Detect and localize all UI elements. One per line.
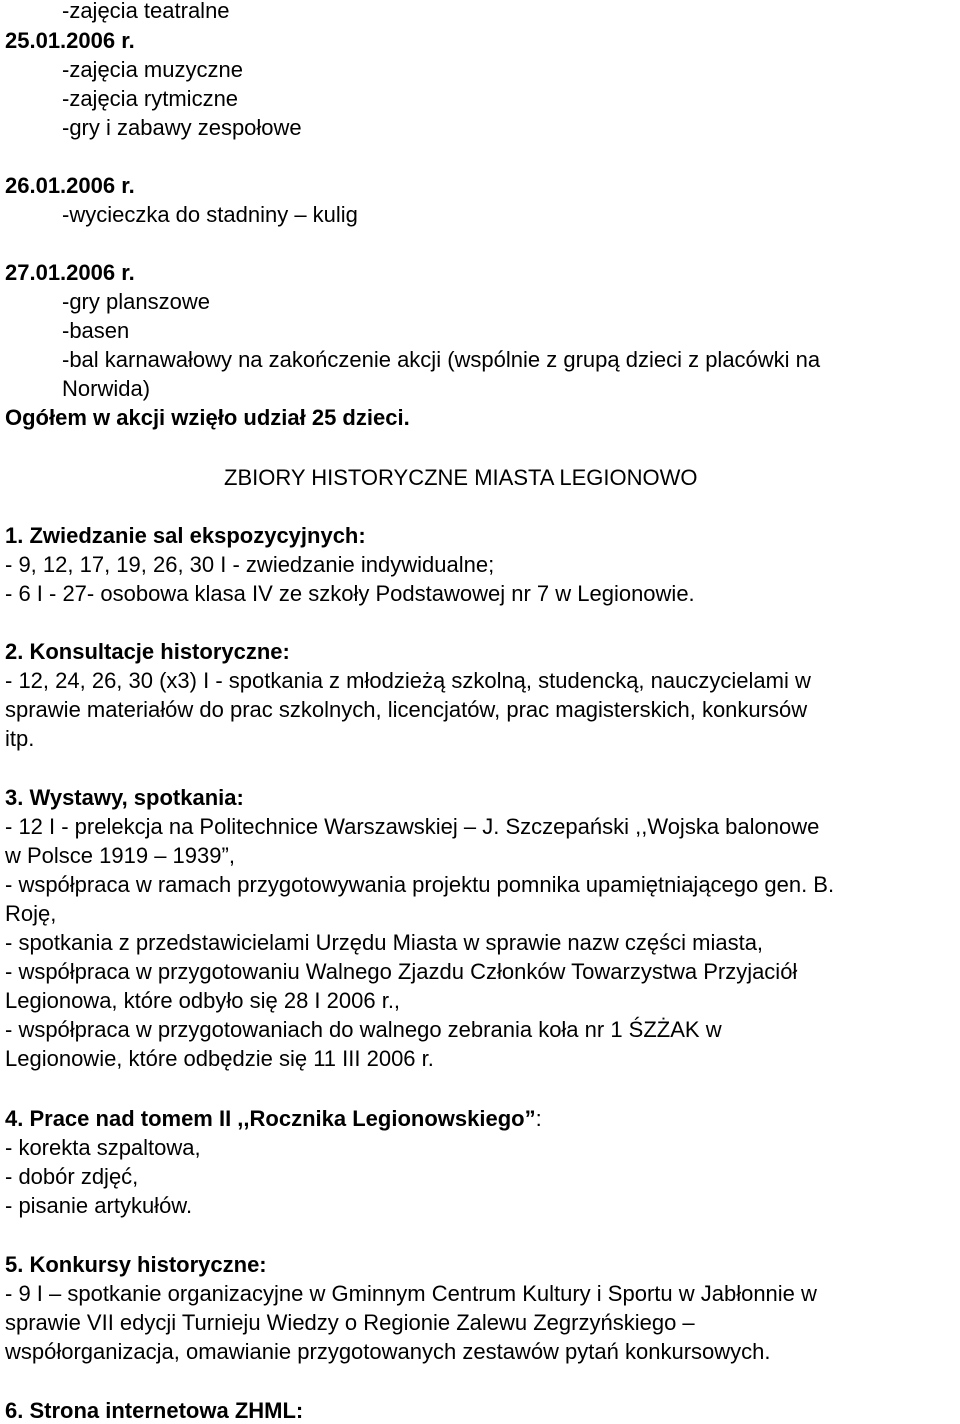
activity-line: Norwida) [62,376,151,401]
date-heading: 25.01.2006 r. [5,28,135,53]
text-line: w Polsce 1919 – 1939”, [5,843,235,868]
section-4-title: 4. Prace nad tomem II ,,Rocznika Legionowskiego” [5,1106,536,1131]
text-line: - korekta szpaltowa, [5,1135,201,1160]
section-6-title: 6. Strona internetowa ZHML: [5,1398,304,1423]
summary-line: Ogółem w akcji wzięło udział 25 dzieci. [5,405,410,430]
text-line: Roję, [5,901,57,926]
text-line: sprawie materiałów do prac szkolnych, licencjatów, prac magisterskich, konkursów [5,697,808,722]
activity-line: -zajęcia muzyczne [62,57,243,82]
section-4-title-suffix: : [535,1106,542,1131]
text-line: - 9 I – spotkanie organizacyjne w Gminnym Centrum Kultury i Sportu w Jabłonnie w [5,1281,817,1306]
section-2-title: 2. Konsultacje historyczne: [5,639,290,664]
activity-line: -wycieczka do stadniny – kulig [62,202,358,227]
section-5-title: 5. Konkursy historyczne: [5,1252,267,1277]
section-4-title-row [5,1106,542,1132]
text-line: Legionowa, które odbyło się 28 I 2006 r., [5,988,401,1013]
text-line: - 6 I - 27- osobowa klasa IV ze szkoły Podstawowej nr 7 w Legionowie. [5,581,695,606]
text-line: - współpraca w przygotowaniach do walnego zebrania koła nr 1 ŚZŻAK w [5,1017,722,1042]
text-line: - pisanie artykułów. [5,1193,193,1218]
date-heading: 26.01.2006 r. [5,173,135,198]
section-heading: ZBIORY HISTORYCZNE MIASTA LEGIONOWO [224,465,698,490]
text-line: - dobór zdjęć, [5,1164,139,1189]
text-line: - 12 I - prelekcja na Politechnice Warszawskiej – J. Szczepański ,,Wojska balonowe [5,814,820,839]
text-line: Legionowie, które odbędzie się 11 III 2006 r. [5,1046,434,1071]
activity-line: -gry i zabawy zespołowe [62,115,302,140]
activity-line: -zajęcia rytmiczne [62,86,239,111]
text-line: współorganizacja, omawianie przygotowanych zestawów pytań konkursowych. [5,1339,771,1364]
section-3-title: 3. Wystawy, spotkania: [5,785,244,810]
text-line: itp. [5,726,35,751]
activity-line: -gry planszowe [62,289,210,314]
text-line: - współpraca w przygotowaniu Walnego Zjazdu Członków Towarzystwa Przyjaciół [5,959,798,984]
text-line: sprawie VII edycji Turnieju Wiedzy o Regionie Zalewu Zegrzyńskiego – [5,1310,695,1335]
activity-line: -basen [62,318,130,343]
text-line: - 12, 24, 26, 30 (x3) I - spotkania z młodzieżą szkolną, studencką, nauczycielami w [5,668,811,693]
activity-line: -bal karnawałowy na zakończenie akcji (wspólnie z grupą dzieci z placówki na [62,347,821,372]
section-1-title: 1. Zwiedzanie sal ekspozycyjnych: [5,523,366,548]
activity-line: -zajęcia teatralne [62,0,230,23]
text-line: - współpraca w ramach przygotowywania projektu pomnika upamiętniającego gen. B. [5,872,835,897]
date-heading: 27.01.2006 r. [5,260,135,285]
text-line: - spotkania z przedstawicielami Urzędu Miasta w sprawie nazw części miasta, [5,930,764,955]
text-line: - 9, 12, 17, 19, 26, 30 I - zwiedzanie indywidualne; [5,552,495,577]
